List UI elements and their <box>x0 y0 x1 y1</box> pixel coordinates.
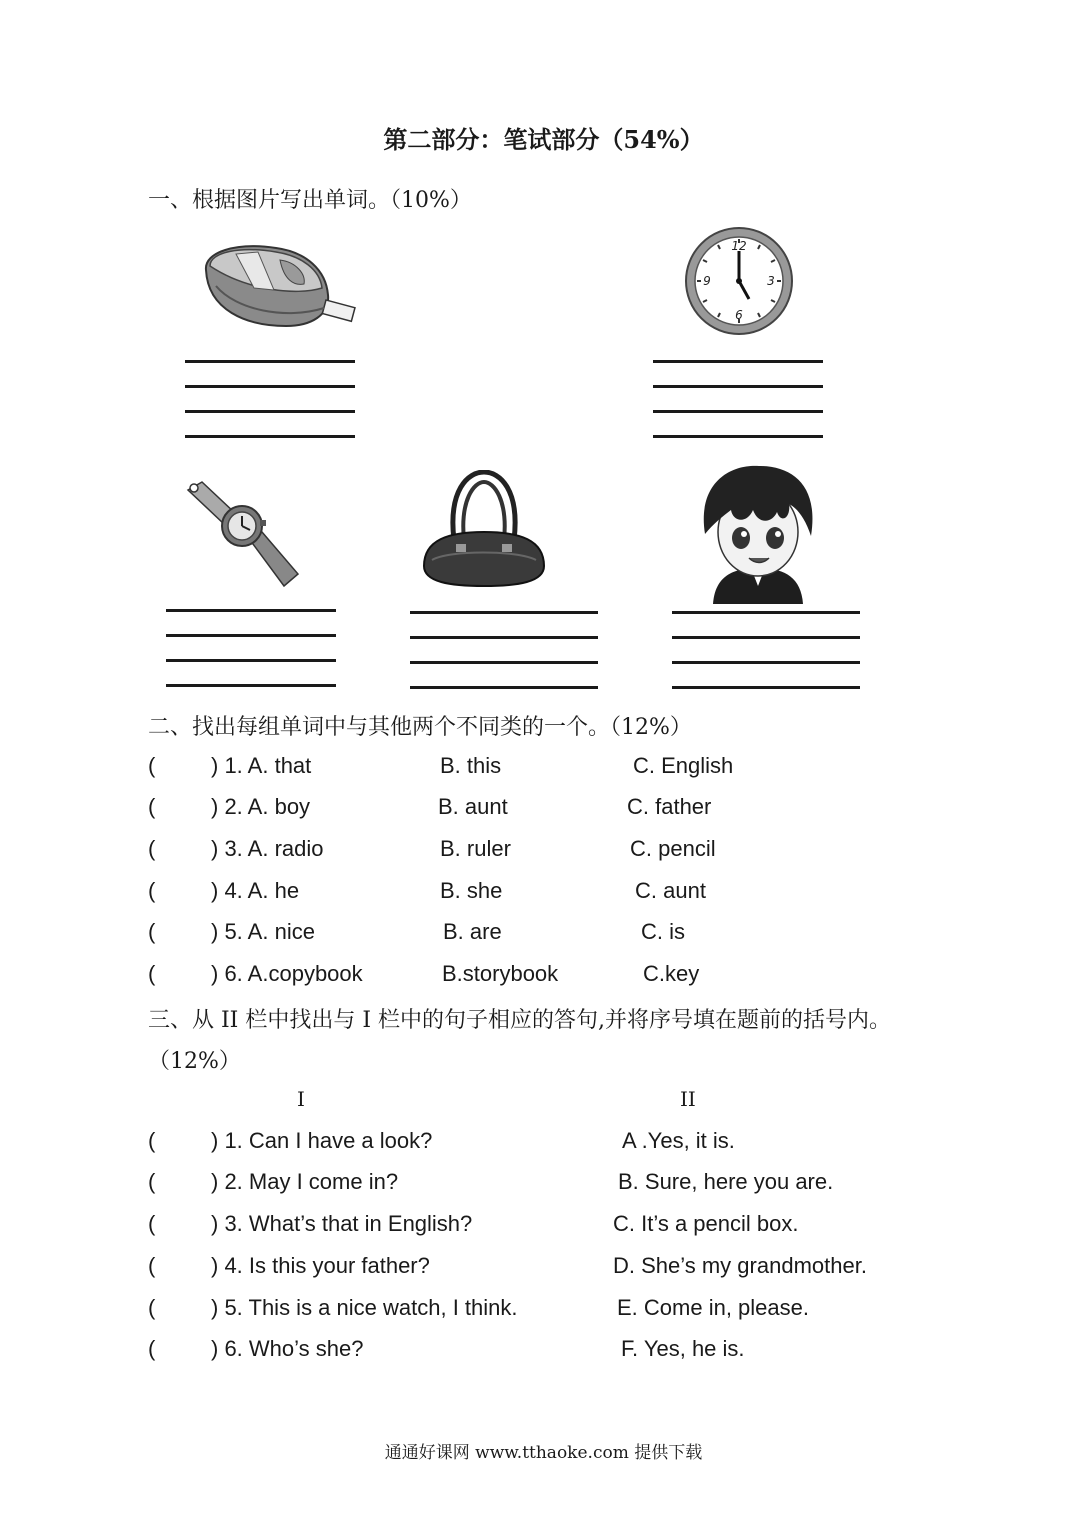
answer-paren[interactable]: ( <box>148 1253 156 1278</box>
answer-paren[interactable]: ( <box>148 1169 156 1194</box>
option-a: ) 1. A. that <box>211 753 312 778</box>
answer-lines-5[interactable] <box>672 611 860 691</box>
pencil-sharpener-icon <box>196 240 364 332</box>
response-text: B. Sure, here you are. <box>618 1169 834 1194</box>
question-text: ) 2. May I come in? <box>211 1169 399 1194</box>
handbag-icon <box>418 470 550 590</box>
answer-paren[interactable]: ( <box>148 878 156 903</box>
answer-paren[interactable]: ( <box>148 794 156 819</box>
option-b: B. are <box>443 919 502 944</box>
answer-paren[interactable]: ( <box>148 836 156 861</box>
response-text: E. Come in, please. <box>617 1295 809 1320</box>
clock-number-12: 12 <box>731 239 747 253</box>
answer-lines-1[interactable] <box>185 360 355 440</box>
response-text: A .Yes, it is. <box>622 1128 735 1153</box>
page-title: 第二部分：笔试部分（54%） <box>383 125 704 154</box>
section-2-heading: 二、找出每组单词中与其他两个不同类的一个。（12%） <box>148 715 692 740</box>
section-3-heading: 三、从 II 栏中找出与 I 栏中的句子相应的答句,并将序号填在题前的括号内。 <box>148 1008 892 1033</box>
option-b: B. aunt <box>438 794 508 819</box>
option-a: ) 2. A. boy <box>211 794 311 819</box>
list-item <box>0 1168 1087 1196</box>
list-item <box>0 1210 1087 1238</box>
list-item <box>0 1127 1087 1155</box>
answer-lines-4[interactable] <box>410 611 598 691</box>
question-text: ) 4. Is this your father? <box>211 1253 430 1278</box>
list-item <box>0 1252 1087 1280</box>
answer-paren[interactable]: ( <box>148 1128 156 1153</box>
list-item <box>0 752 1087 780</box>
watch-icon <box>180 478 302 590</box>
option-c: C. English <box>633 753 734 778</box>
list-item <box>0 877 1087 905</box>
list-item <box>0 1335 1087 1363</box>
question-text: ) 5. This is a nice watch, I think. <box>211 1295 518 1320</box>
list-item <box>0 835 1087 863</box>
question-text: ) 6. Who’s she? <box>211 1336 364 1361</box>
option-a: ) 3. A. radio <box>211 836 324 861</box>
answer-paren[interactable]: ( <box>148 961 156 986</box>
clock-number-3: 3 <box>767 274 775 288</box>
answer-paren[interactable]: ( <box>148 919 156 944</box>
clock-number-6: 6 <box>735 308 743 322</box>
question-text: ) 3. What’s that in English? <box>211 1211 473 1236</box>
option-b: B.storybook <box>442 961 559 986</box>
option-c: C. aunt <box>635 878 706 903</box>
option-a: ) 4. A. he <box>211 878 300 903</box>
boy-icon <box>693 464 823 604</box>
option-c: C. is <box>641 919 685 944</box>
answer-paren[interactable]: ( <box>148 753 156 778</box>
answer-lines-2[interactable] <box>653 360 823 440</box>
question-text: ) 1. Can I have a look? <box>211 1128 433 1153</box>
option-c: C. father <box>627 794 712 819</box>
column-header-i: I <box>297 1087 305 1111</box>
list-item <box>0 960 1087 988</box>
section-3-score: （12%） <box>148 1049 241 1074</box>
option-b: B. this <box>440 753 502 778</box>
response-text: F. Yes, he is. <box>621 1336 745 1361</box>
list-item <box>0 1294 1087 1322</box>
answer-paren[interactable]: ( <box>148 1211 156 1236</box>
option-b: B. ruler <box>440 836 511 861</box>
response-text: D. She’s my grandmother. <box>613 1253 867 1278</box>
clock-number-9: 9 <box>703 274 711 288</box>
answer-lines-3[interactable] <box>166 609 336 689</box>
list-item <box>0 793 1087 821</box>
option-c: C. pencil <box>630 836 716 861</box>
option-c: C.key <box>643 961 700 986</box>
response-text: C. It’s a pencil box. <box>613 1211 799 1236</box>
answer-paren[interactable]: ( <box>148 1336 156 1361</box>
clock-icon <box>683 225 795 337</box>
column-header-ii: II <box>680 1087 696 1111</box>
option-a: ) 5. A. nice <box>211 919 315 944</box>
option-b: B. she <box>440 878 503 903</box>
option-a: ) 6. A.copybook <box>211 961 363 986</box>
section-1-heading: 一、根据图片写出单词。（10%） <box>148 188 472 213</box>
footer-text: 通通好课网 www.tthaoke.com 提供下载 <box>384 1443 703 1463</box>
answer-paren[interactable]: ( <box>148 1295 156 1320</box>
list-item <box>0 918 1087 946</box>
